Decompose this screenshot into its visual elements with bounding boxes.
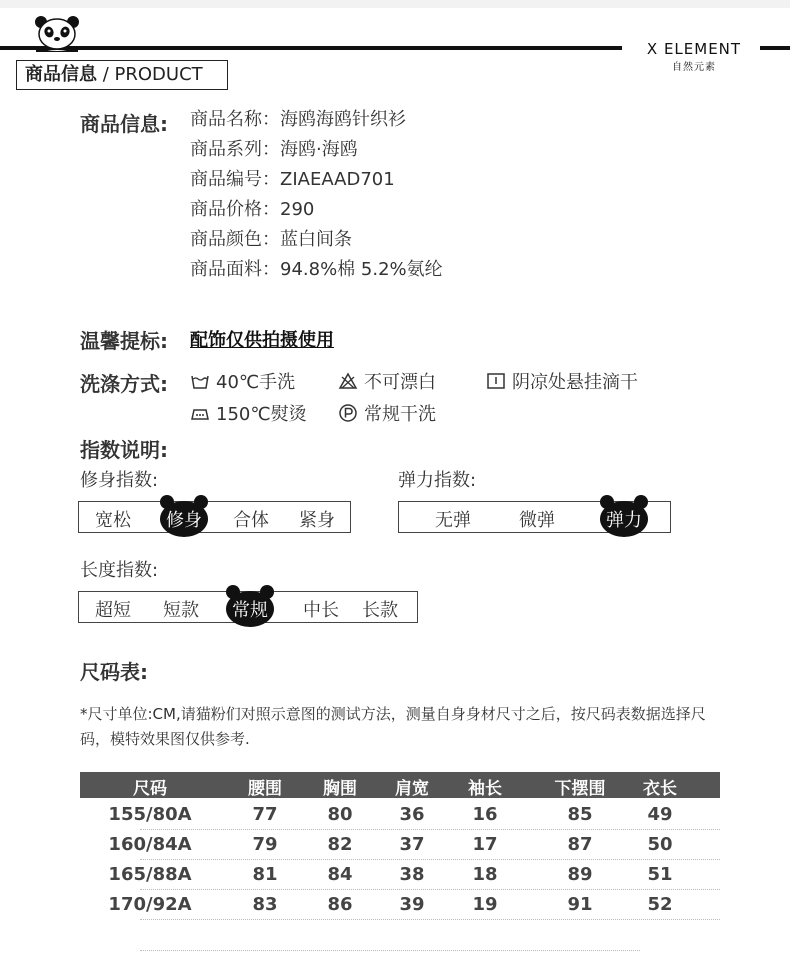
- product-info-list: [190, 108, 443, 288]
- drip-dry-text: 阴凉处悬挂滴干: [512, 372, 638, 393]
- fit-index-label: 修身指数:: [80, 470, 159, 491]
- cell-chest: 80: [327, 804, 353, 825]
- index-label: 指数说明:: [80, 438, 168, 462]
- stretch-index-label: 弹力指数:: [398, 470, 477, 491]
- product-code: 商品编号：ZIAEAAD701: [190, 169, 395, 190]
- size-note: *尺寸单位:CM,请猫粉们对照示意图的测试方法，测量自身身材尺寸之后，按尺码表数据选择尺码，模特效果图仅供参考.: [80, 705, 706, 748]
- dry-clean-text: 常规干洗: [364, 404, 436, 425]
- product-fabric: 商品面料：94.8%棉 5.2%氨纶: [190, 259, 443, 280]
- header-rule-right: [760, 46, 790, 50]
- brand-logo: [630, 40, 758, 75]
- wash-no-bleach: [338, 368, 436, 394]
- stretch-index-scale: [398, 501, 671, 533]
- section-title-separator: /: [97, 64, 115, 85]
- fit-option-tight: 紧身: [299, 510, 335, 531]
- cell-waist: 79: [252, 834, 278, 855]
- iron-text: 150℃熨烫: [216, 404, 307, 425]
- header-chest: 胸围: [323, 779, 357, 799]
- section-title-cn: 商品信息: [25, 64, 97, 85]
- cell-sleeve: 18: [472, 864, 498, 885]
- header-waist: 腰围: [248, 779, 282, 799]
- stretch-option-none: 无弹: [435, 510, 471, 531]
- cell-length: 51: [647, 864, 673, 885]
- cell-chest: 86: [327, 894, 353, 915]
- cell-length: 49: [647, 804, 673, 825]
- product-series: 商品系列：海鸥·海鸥: [190, 139, 358, 160]
- cell-size: 155/80A: [108, 804, 192, 825]
- length-option-short: 短款: [163, 600, 199, 621]
- length-selected-marker: [223, 584, 277, 628]
- cell-chest: 82: [327, 834, 353, 855]
- cell-size: 170/92A: [108, 894, 192, 915]
- cell-hem: 91: [567, 894, 593, 915]
- length-option-mid-long: 中长: [303, 600, 339, 621]
- cell-size: 160/84A: [108, 834, 192, 855]
- section-title-en: PRODUCT: [114, 64, 203, 85]
- cell-sleeve: 19: [472, 894, 498, 915]
- cell-length: 50: [647, 834, 673, 855]
- panda-logo-icon: [32, 14, 82, 52]
- brand-name-en: X ELEMENT: [646, 40, 742, 58]
- iron-icon: [190, 403, 210, 423]
- fit-option-slim: 修身: [166, 510, 202, 531]
- stretch-selected-marker: [597, 494, 651, 538]
- length-option-long: 长款: [362, 600, 398, 621]
- cell-chest: 84: [327, 864, 353, 885]
- dry-clean-icon: [338, 403, 358, 423]
- wash-iron-150: [190, 400, 307, 426]
- cell-waist: 81: [252, 864, 278, 885]
- top-band: [0, 0, 790, 8]
- wash-drip-dry: [486, 368, 638, 394]
- length-index-label: 长度指数:: [80, 560, 159, 581]
- notice-label: 温馨提标:: [80, 329, 168, 353]
- stretch-option-elastic: 弹力: [606, 510, 642, 531]
- cell-shoulder: 36: [399, 804, 425, 825]
- cell-shoulder: 39: [399, 894, 425, 915]
- header-length: 衣长: [643, 779, 677, 799]
- product-name: 商品名称：海鸥海鸥针织衫: [190, 109, 406, 130]
- section-title: [16, 60, 228, 90]
- length-option-regular: 常规: [232, 600, 268, 621]
- cell-sleeve: 17: [472, 834, 498, 855]
- notice-text: 配饰仅供拍摄使用: [190, 330, 334, 351]
- product-info-label: 商品信息:: [80, 112, 168, 136]
- brand-name-cn: 自然元素: [672, 62, 716, 73]
- row-divider: [140, 919, 720, 920]
- header-hem: 下摆围: [554, 779, 606, 799]
- length-option-cropped: 超短: [95, 600, 131, 621]
- product-price: 商品价格：290: [190, 199, 315, 220]
- wash-hand-text: 40℃手洗: [216, 372, 296, 393]
- table-row: [80, 890, 720, 920]
- cell-size: 165/88A: [108, 864, 192, 885]
- table-row: [80, 800, 720, 830]
- header-shoulder: 肩宽: [395, 779, 429, 799]
- fit-option-loose: 宽松: [95, 510, 131, 531]
- table-row: [80, 860, 720, 890]
- cell-sleeve: 16: [472, 804, 498, 825]
- no-bleach-icon: [338, 371, 358, 391]
- product-color: 商品颜色：蓝白间条: [190, 229, 352, 250]
- wash-hand-40: [190, 368, 295, 394]
- cell-shoulder: 38: [399, 864, 425, 885]
- cell-shoulder: 37: [399, 834, 425, 855]
- cell-hem: 89: [567, 864, 593, 885]
- header-size: 尺码: [133, 779, 167, 799]
- washing-label: 洗涤方式:: [80, 372, 168, 396]
- cell-hem: 87: [567, 834, 593, 855]
- size-table-label: 尺码表:: [80, 660, 148, 684]
- fit-index-scale: [78, 501, 351, 533]
- cell-hem: 85: [567, 804, 593, 825]
- fit-option-regular: 合体: [233, 510, 269, 531]
- size-table-header: [80, 772, 720, 798]
- cell-waist: 83: [252, 894, 278, 915]
- cell-length: 52: [647, 894, 673, 915]
- fit-selected-marker: [157, 494, 211, 538]
- cell-waist: 77: [252, 804, 278, 825]
- wash-dry-clean: [338, 400, 436, 426]
- table-end-divider: [140, 950, 640, 951]
- header-sleeve: 袖长: [468, 779, 502, 799]
- no-bleach-text: 不可漂白: [364, 372, 436, 393]
- header-rule: [0, 46, 622, 50]
- table-row: [80, 830, 720, 860]
- hand-wash-icon: [190, 371, 210, 391]
- length-index-scale: [78, 591, 418, 623]
- drip-dry-icon: [486, 371, 506, 391]
- stretch-option-slight: 微弹: [519, 510, 555, 531]
